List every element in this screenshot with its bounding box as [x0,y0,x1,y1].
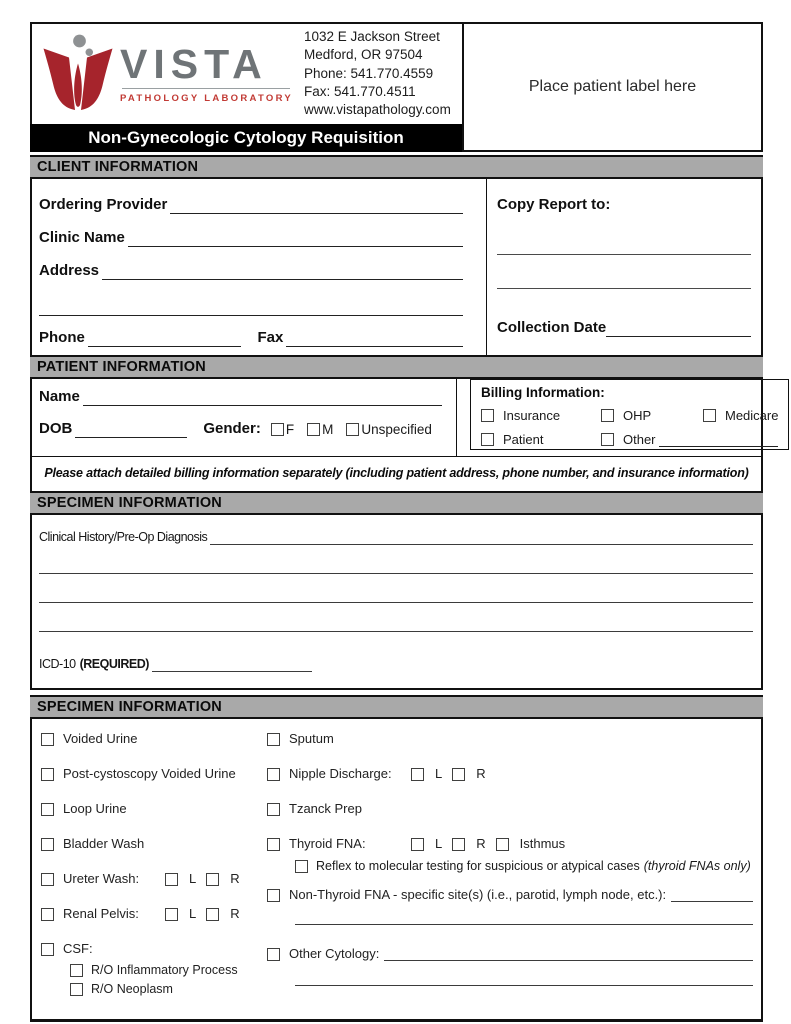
header-left [30,22,462,152]
other-cytology-field[interactable] [384,948,753,961]
ordering-provider-label: Ordering Provider [39,196,168,213]
client-info-left-column [32,179,487,355]
l-label: L [435,836,443,851]
clinic-name-row [39,228,463,247]
checkbox-gender-f[interactable] [271,423,284,436]
checkbox-other[interactable] [601,433,614,446]
other-billing-field[interactable] [659,431,779,447]
brand-name: VISTA [120,40,268,87]
collection-date-field[interactable] [606,319,751,337]
checkbox-ureter-wash-r[interactable] [206,873,219,886]
fax-label: Fax [257,329,284,346]
insurance-label: Insurance [503,408,561,423]
contact-website: www.vistapathology.com [304,102,451,118]
section-header-client-information [30,155,763,179]
renal-pelvis-right [206,907,239,921]
brand-divider [122,88,290,89]
address-field-line2[interactable] [39,298,463,316]
address-field[interactable] [102,262,463,280]
checkbox-csf-neoplasm[interactable] [70,983,83,996]
patient-label: Patient [503,432,544,447]
billing-note: Please attach detailed billing information separately (including patient address, phone number, and insurance information) [44,466,749,480]
checkbox-nipple-discharge[interactable] [267,768,280,781]
isthmus-label: Isthmus [519,836,566,851]
checkbox-post-cystoscopy[interactable] [41,768,54,781]
ordering-provider-row [39,195,463,214]
option-bladder-wash [41,837,259,851]
icd10-label: ICD-10 [39,657,76,671]
billing-row-2 [481,431,778,447]
post-cystoscopy-label: Post-cystoscopy Voided Urine [63,766,236,781]
section-title: PATIENT INFORMATION [37,359,206,375]
billing-option-patient [481,432,601,447]
checkbox-medicare[interactable] [703,409,716,422]
billing-row-1 [481,408,778,423]
gender-option-unspecified [346,421,432,438]
specimen-left-column [41,732,259,1001]
icd10-required-label: (REQUIRED) [79,657,149,671]
dob-label: DOB [39,420,73,437]
other-cytology-field-line2[interactable] [295,985,753,986]
section-title: SPECIMEN INFORMATION [37,699,222,715]
address-continued-row [39,298,463,316]
ureter-wash-right [206,872,239,886]
specimen-right-column [259,732,753,1001]
thyroid-fna-label: Thyroid FNA: [289,836,366,851]
option-csf-neoplasm [70,982,259,996]
renal-pelvis-label: Renal Pelvis: [63,906,139,921]
patient-label-placeholder: Place patient label here [528,78,697,95]
checkbox-gender-m[interactable] [307,423,320,436]
billing-option-ohp [601,408,703,423]
sputum-label: Sputum [289,731,334,746]
phone-field[interactable] [88,329,242,347]
clinical-history-field[interactable] [210,530,753,545]
medicare-label: Medicare [725,408,779,423]
option-renal-pelvis [41,907,259,921]
checkbox-loop-urine[interactable] [41,803,54,816]
ureter-wash-left [165,872,196,886]
client-information-body [30,179,763,355]
brand-subtitle: PATHOLOGY LABORATORY [120,92,294,104]
reflex-note-italic: (thyroid FNAs only) [643,859,751,873]
reflex-note-label: Reflex to molecular testing for suspicious or atypical cases [316,859,640,873]
tzanck-prep-label: Tzanck Prep [289,801,362,816]
checkbox-gender-unspecified[interactable] [346,423,359,436]
checkbox-bladder-wash[interactable] [41,838,54,851]
option-csf [41,942,259,956]
bladder-wash-label: Bladder Wash [63,836,145,851]
checkbox-non-thyroid-fna[interactable] [267,889,280,902]
contact-phone: Phone: 541.770.4559 [304,65,434,81]
gender-options [271,421,432,438]
checkbox-other-cytology[interactable] [267,948,280,961]
clinical-history-line4[interactable] [39,631,753,632]
nipple-discharge-right [452,767,485,781]
option-ureter-wash [41,872,259,886]
section-header-specimen-selection [30,695,763,719]
form-title: Non-Gynecologic Cytology Requisition [88,127,404,147]
r-label: R [476,836,486,851]
section-title: CLIENT INFORMATION [37,159,199,175]
clinical-history-label: Clinical History/Pre-Op Diagnosis [39,530,208,544]
clinic-name-label: Clinic Name [39,229,125,246]
other-cytology-label: Other Cytology: [289,946,380,961]
checkbox-thyroid-fna-isthmus[interactable] [496,838,509,851]
option-loop-urine [41,802,259,816]
r-label: R [476,766,486,781]
collection-date-label: Collection Date [497,319,607,336]
checkbox-nipple-discharge-r[interactable] [452,768,465,781]
patient-label-box[interactable] [462,22,763,152]
contact-address-line1: 1032 E Jackson Street [304,29,440,44]
checkbox-ureter-wash-l[interactable] [165,873,178,886]
copy-report-field-line1[interactable] [497,254,751,255]
l-label: L [189,871,197,886]
lab-contact-block [304,28,451,120]
clinical-history-line3[interactable] [39,602,753,603]
vista-wordmark [120,40,296,104]
patient-name-label: Name [39,388,80,405]
checkbox-ohp[interactable] [601,409,614,422]
gender-label: Gender: [203,420,261,437]
thyroid-fna-right [452,837,485,851]
ohp-label: OHP [623,408,652,423]
billing-information-box [470,379,789,450]
billing-note-row [30,457,763,491]
r-label: R [230,906,240,921]
checkbox-patient[interactable] [481,433,494,446]
billing-option-insurance [481,408,601,423]
voided-urine-label: Voided Urine [63,731,138,746]
l-label: L [435,766,443,781]
nipple-discharge-label: Nipple Discharge: [289,766,392,781]
option-csf-inflammatory [70,963,259,977]
checkbox-tzanck-prep[interactable] [267,803,280,816]
option-thyroid-fna [267,837,753,851]
checkbox-thyroid-fna-l[interactable] [411,838,424,851]
checkbox-renal-pelvis-r[interactable] [206,908,219,921]
phone-label: Phone [39,329,85,346]
option-reflex-molecular [295,859,753,873]
gender-unspecified-label: Unspecified [361,422,432,437]
icd10-field[interactable] [152,657,312,672]
checkbox-renal-pelvis-l[interactable] [165,908,178,921]
csf-neoplasm-label: R/O Neoplasm [91,982,173,996]
specimen-history-body [30,515,763,690]
dob-field[interactable] [75,420,187,438]
form-title-bar [30,124,462,152]
thyroid-fna-left [411,837,442,851]
patient-information-body [30,379,779,457]
contact-fax: Fax: 541.770.4511 [304,84,416,100]
l-label: L [189,906,197,921]
gender-f-label: F [285,422,295,437]
section-header-patient-information [30,355,763,379]
other-label: Other [623,432,656,447]
csf-label: CSF: [63,941,93,956]
collection-date-row [497,318,751,337]
client-info-right-column [487,179,761,355]
patient-info-left-column [32,379,457,456]
checkbox-insurance[interactable] [481,409,494,422]
csf-inflammatory-label: R/O Inflammatory Process [91,963,238,977]
r-label: R [230,871,240,886]
billing-option-other [601,431,778,447]
checkbox-renal-pelvis[interactable] [41,908,54,921]
billing-other-checkbox-group [601,432,656,447]
clinical-history-row [39,529,753,545]
dob-gender-row [39,419,442,438]
section-header-specimen-history [30,491,763,515]
option-voided-urine [41,732,259,746]
vista-v-icon [42,32,114,116]
patient-name-row [39,387,442,406]
checkbox-ureter-wash[interactable] [41,873,54,886]
copy-report-field-line2[interactable] [497,288,751,289]
checkbox-voided-urine[interactable] [41,733,54,746]
billing-option-medicare [703,408,778,423]
phone-fax-row [39,328,463,347]
fax-field[interactable] [286,329,463,347]
clinic-name-field[interactable] [128,229,463,247]
non-thyroid-fna-field-line2[interactable] [295,924,753,925]
checkbox-csf[interactable] [41,943,54,956]
icd10-row [39,656,753,672]
patient-name-field[interactable] [83,388,442,406]
option-nipple-discharge [267,767,753,781]
checkbox-thyroid-fna[interactable] [267,838,280,851]
address-label: Address [39,262,100,279]
clinical-history-line2[interactable] [39,573,753,574]
loop-urine-label: Loop Urine [63,801,127,816]
option-non-thyroid-fna [267,888,753,902]
vista-logo [30,22,462,124]
ureter-wash-label: Ureter Wash: [63,871,140,886]
non-thyroid-fna-field[interactable] [671,889,753,902]
section-title: SPECIMEN INFORMATION [37,495,222,511]
renal-pelvis-left [165,907,196,921]
gender-option-f [271,421,294,438]
checkbox-reflex-molecular[interactable] [295,860,308,873]
address-row [39,261,463,280]
copy-report-to-label: Copy Report to: [497,196,611,213]
option-other-cytology [267,947,753,961]
ordering-provider-field[interactable] [170,196,463,214]
specimen-selection-body [30,719,763,1022]
gender-m-label: M [322,422,334,437]
option-tzanck-prep [267,802,753,816]
nipple-discharge-left [411,767,442,781]
form-container [30,22,779,1022]
checkbox-sputum[interactable] [267,733,280,746]
non-thyroid-fna-label: Non-Thyroid FNA - specific site(s) (i.e., parotid, lymph node, etc.): [289,887,667,902]
contact-address-line2: Medford, OR 97504 [304,47,423,63]
gender-option-m [307,421,333,438]
billing-title: Billing Information: [481,385,605,400]
option-post-cystoscopy [41,767,259,781]
thyroid-fna-isthmus [496,837,566,851]
option-sputum [267,732,753,746]
checkbox-csf-inflammatory[interactable] [70,964,83,977]
checkbox-thyroid-fna-r[interactable] [452,838,465,851]
form-header [30,22,763,152]
checkbox-nipple-discharge-l[interactable] [411,768,424,781]
